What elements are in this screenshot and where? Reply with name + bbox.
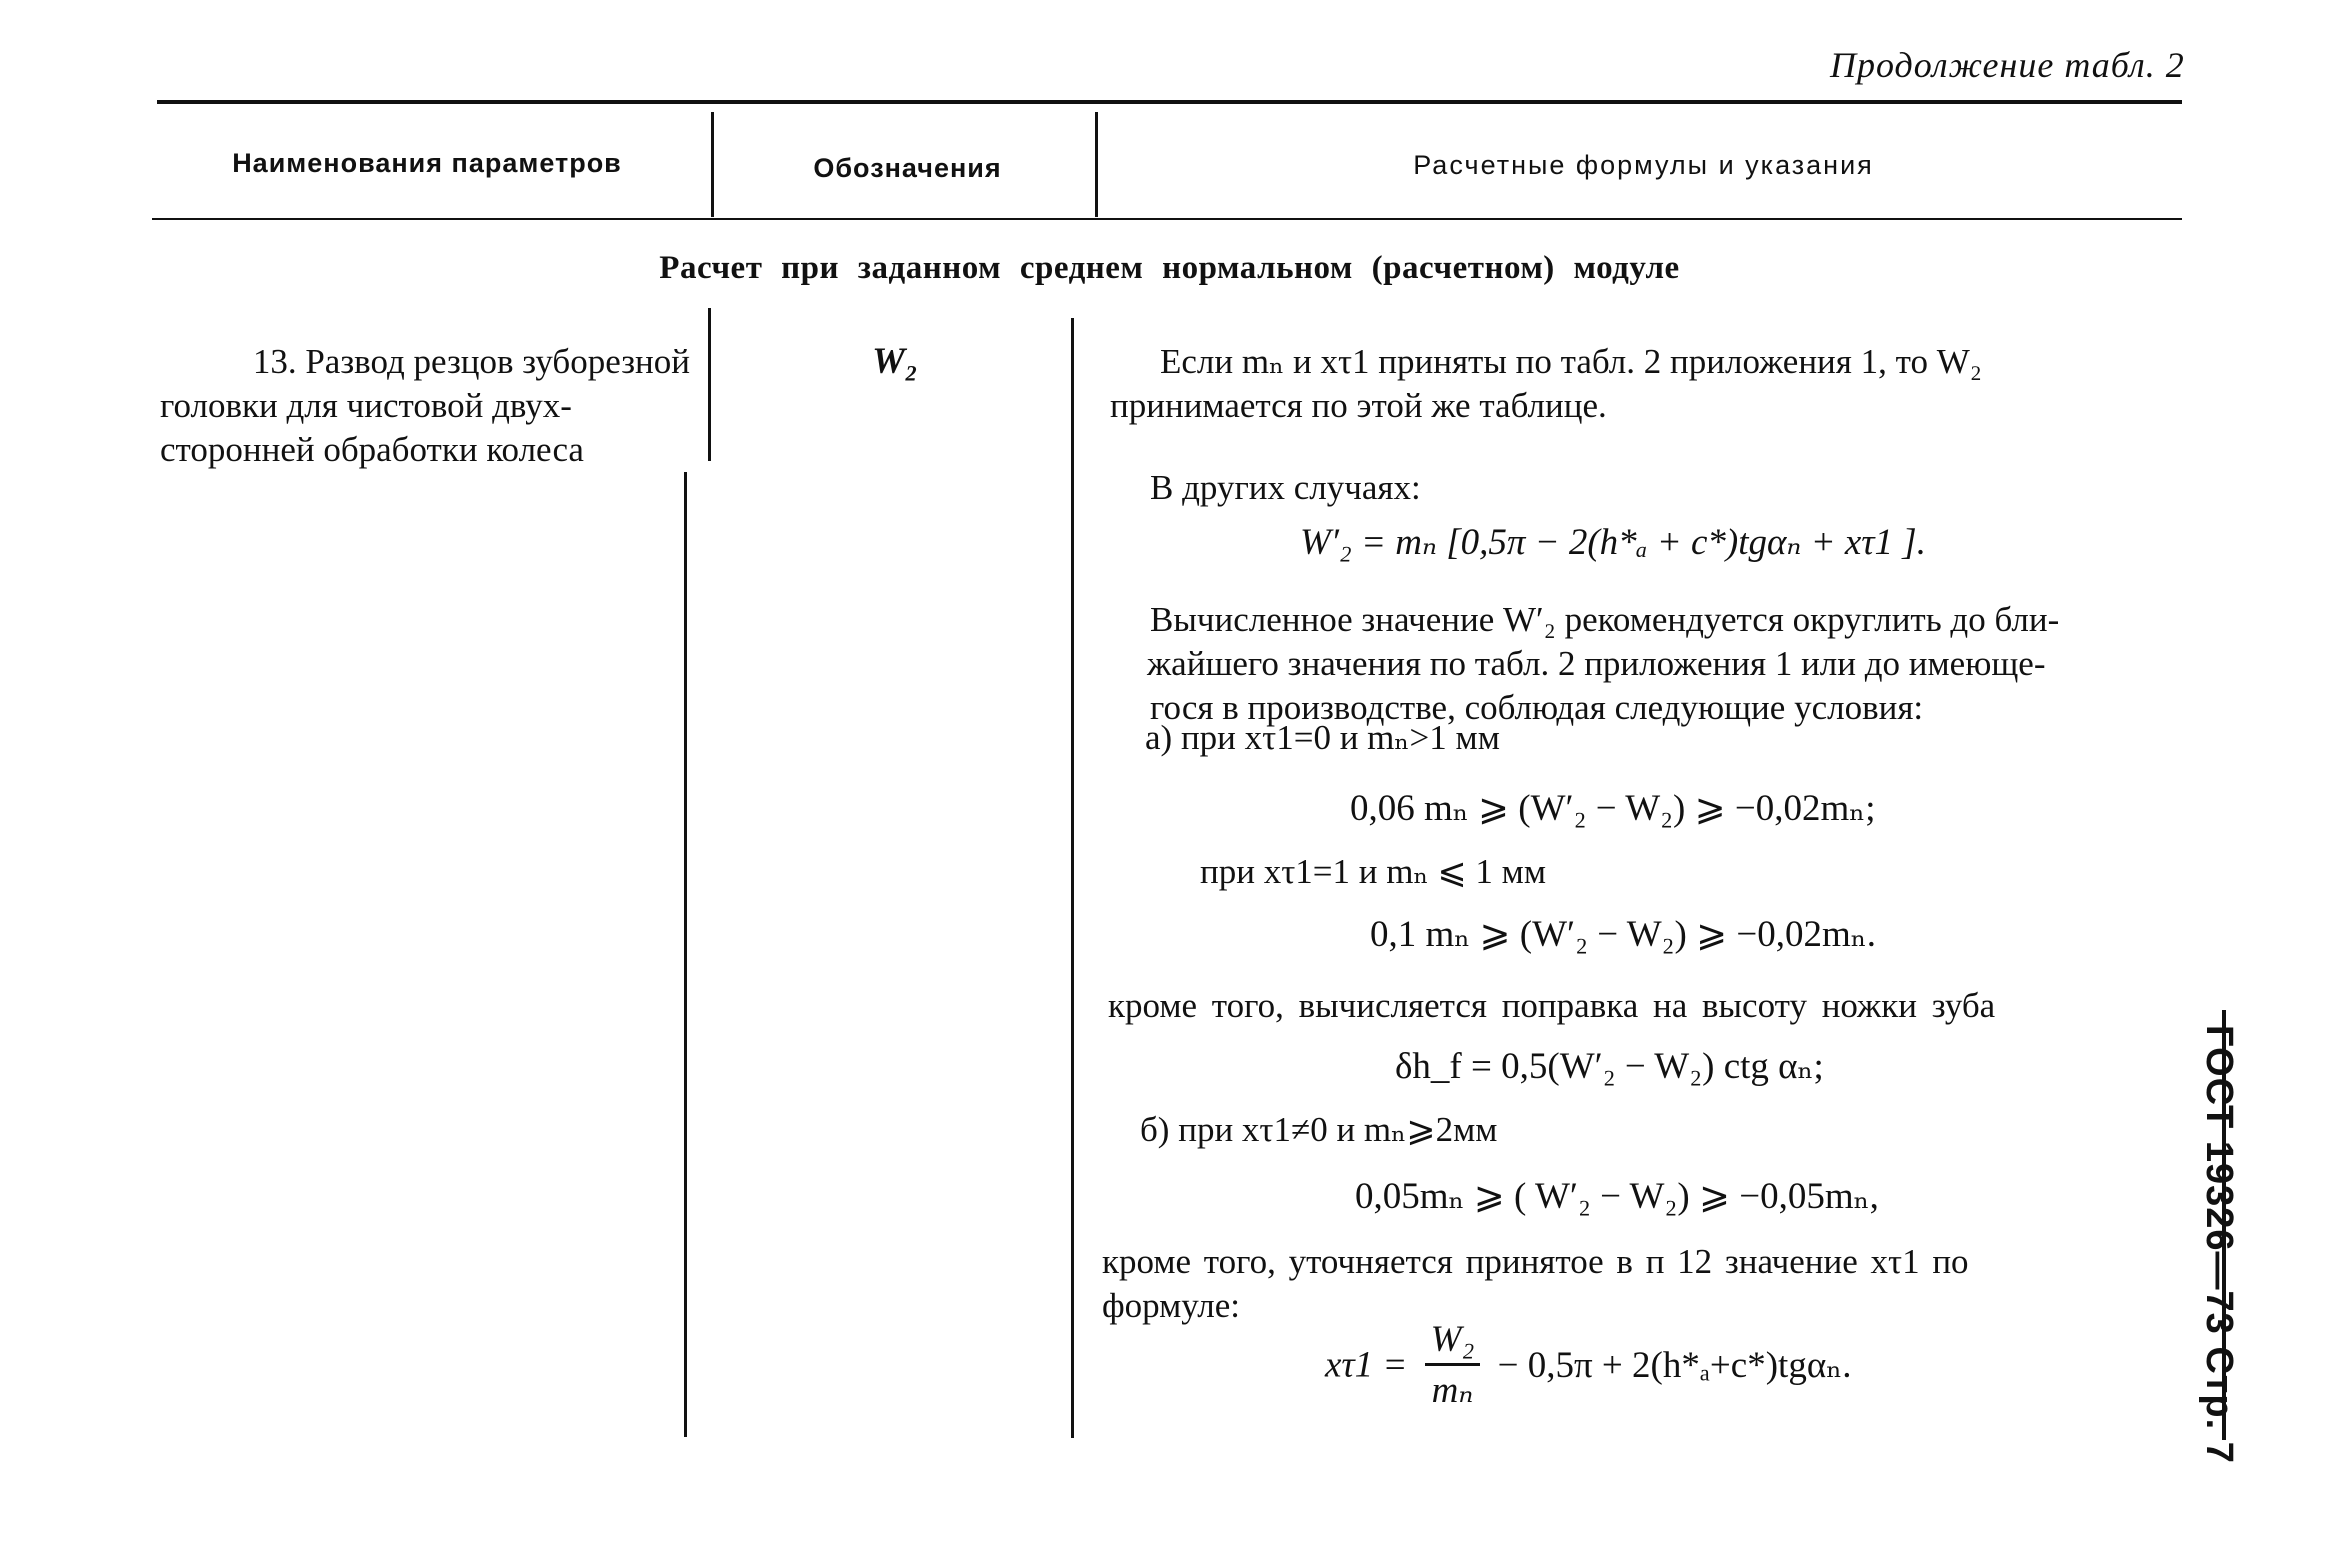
- paragraph-refine-line-2: формуле:: [1102, 1286, 1240, 1325]
- condition-a: а) при xτ1=0 и mₙ>1 мм: [1145, 718, 1500, 757]
- formula-x-tau-lhs: xτ1 =: [1325, 1344, 1408, 1386]
- paragraph-if-line-1: Если mₙ и xτ1 приняты по табл. 2 приложения 1, то W₂: [1160, 342, 1982, 381]
- paragraph-if-line-2: принимается по этой же таблице.: [1110, 386, 1607, 425]
- continuation-header: Продолжение табл. 2: [1830, 45, 2185, 85]
- parameter-name-line-1: 13. Развод резцов зуборезной: [252, 342, 690, 381]
- paragraph-refine: [1102, 1240, 2172, 1328]
- parameter-name-line-3: сторонней обработки колеса: [160, 430, 584, 469]
- paragraph-correction: кроме того, вычисляется поправка на высоту ножки зуба: [1108, 986, 1996, 1025]
- column-header-symbol: Обозначения: [813, 153, 1002, 183]
- parameter-symbol: W₂: [872, 341, 918, 382]
- formula-x-tau-fraction: [1425, 1318, 1481, 1412]
- header-divider-1: [711, 112, 714, 217]
- header-bottom-rule: [152, 218, 2182, 220]
- paragraph-rounding-line-1: Вычисленное значение W′₂ рекомендуется округлить до бли-: [1150, 600, 2060, 639]
- formula-condition-a: 0,06 mₙ ⩾ (W′₂ − W₂) ⩾ −0,02mₙ;: [1350, 788, 1876, 829]
- column-header-formulas: Расчетные формулы и указания: [1413, 150, 1874, 180]
- parameter-name: [160, 340, 690, 472]
- paragraph-if: [1110, 340, 2185, 428]
- paragraph-rounding: [1147, 598, 2180, 730]
- body-divider-1-lower: [684, 472, 687, 1437]
- body-divider-2: [1071, 318, 1074, 1438]
- formula-x-tau: [1325, 1318, 1851, 1412]
- paragraph-rounding-line-3: гося в производстве, соблюдая следующие условия:: [1150, 688, 1924, 727]
- section-title: Расчет при заданном среднем нормальном (расчетном) модуле: [659, 250, 1680, 286]
- paragraph-refine-line-1: кроме того, уточняется принятое в п 12 значение xτ1 по: [1102, 1242, 1969, 1281]
- formula-w2-prime: W′₂ = mₙ [0,5π − 2(h*ₐ + c*)tgαₙ + xτ1 ].: [1300, 522, 1926, 563]
- formula-x-tau-rhs: − 0,5π + 2(h*ₐ+c*)tgαₙ.: [1497, 1345, 1852, 1386]
- paragraph-other-cases: В других случаях:: [1150, 468, 1421, 507]
- parameter-name-line-2: головки для чистовой двух-: [160, 386, 572, 425]
- side-label-standard-page: ГОСТ 19326—73 Стр. 7: [2198, 1025, 2240, 1464]
- table-top-rule: [157, 100, 2182, 104]
- condition-a-2: при xτ1=1 и mₙ ⩽ 1 мм: [1200, 852, 1546, 891]
- formula-condition-b: 0,05mₙ ⩾ ( W′₂ − W₂) ⩾ −0,05mₙ,: [1355, 1176, 1879, 1217]
- formula-delta-hf: δh_f = 0,5(W′₂ − W₂) ctg αₙ;: [1395, 1046, 1824, 1087]
- formula-x-tau-numerator: W₂: [1425, 1318, 1481, 1366]
- formula-condition-a-2: 0,1 mₙ ⩾ (W′₂ − W₂) ⩾ −0,02mₙ.: [1370, 914, 1877, 955]
- header-divider-2: [1095, 112, 1098, 217]
- column-header-name: Наименования параметров: [232, 148, 622, 178]
- condition-b: б) при xτ1≠0 и mₙ⩾2мм: [1140, 1110, 1498, 1149]
- body-divider-1-upper: [708, 308, 711, 461]
- paragraph-rounding-line-2: жайшего значения по табл. 2 приложения 1 или до имеюще-: [1147, 644, 2046, 683]
- formula-x-tau-denominator: mₙ: [1431, 1370, 1474, 1411]
